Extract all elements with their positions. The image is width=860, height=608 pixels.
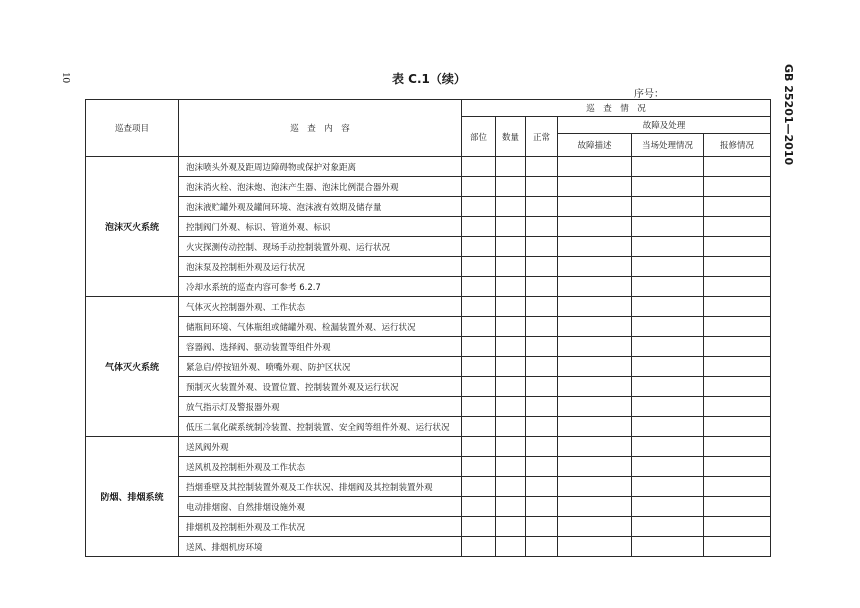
inspection-content-cell: 泡沫液贮罐外观及罐间环境、泡沫液有效期及储存量 <box>179 197 462 217</box>
on-site-handling-cell[interactable] <box>632 337 704 357</box>
fault-description-cell[interactable] <box>558 217 632 237</box>
standard-code: GB 25201—2010 <box>782 64 795 166</box>
table-row <box>86 477 771 497</box>
on-site-handling-cell[interactable] <box>632 357 704 377</box>
fault-description-cell[interactable] <box>558 437 632 457</box>
location-cell[interactable] <box>462 537 496 557</box>
quantity-cell[interactable] <box>496 237 526 257</box>
quantity-cell[interactable] <box>496 197 526 217</box>
inspection-content-cell: 泡沫泵及控制柜外观及运行状况 <box>179 257 462 277</box>
repair-status-cell[interactable] <box>704 437 771 457</box>
fault-description-cell[interactable] <box>558 457 632 477</box>
inspection-content-cell: 送风、排烟机房环境 <box>179 537 462 557</box>
normal-cell[interactable] <box>526 217 558 237</box>
header-normal: 正常 <box>526 117 558 157</box>
table-row <box>86 197 771 217</box>
inspection-content-cell: 容器阀、选择阀、驱动装置等组件外观 <box>179 337 462 357</box>
fault-description-cell[interactable] <box>558 497 632 517</box>
on-site-handling-cell[interactable] <box>632 297 704 317</box>
on-site-handling-cell[interactable] <box>632 317 704 337</box>
fault-description-cell[interactable] <box>558 317 632 337</box>
quantity-cell[interactable] <box>496 377 526 397</box>
inspection-content-cell: 挡烟垂壁及其控制装置外观及工作状况、排烟阀及其控制装置外观 <box>179 477 462 497</box>
fault-description-cell[interactable] <box>558 357 632 377</box>
table-row <box>86 217 771 237</box>
normal-cell[interactable] <box>526 497 558 517</box>
quantity-cell[interactable] <box>496 177 526 197</box>
inspection-content-cell: 低压二氧化碳系统制冷装置、控制装置、安全阀等组件外观、运行状况 <box>179 417 462 437</box>
repair-status-cell[interactable] <box>704 517 771 537</box>
fault-description-cell[interactable] <box>558 377 632 397</box>
on-site-handling-cell[interactable] <box>632 517 704 537</box>
fault-description-cell[interactable] <box>558 237 632 257</box>
location-cell[interactable] <box>462 337 496 357</box>
serial-number-label: 序号： <box>634 89 664 100</box>
normal-cell[interactable] <box>526 317 558 337</box>
location-cell[interactable] <box>462 377 496 397</box>
repair-status-cell[interactable] <box>704 457 771 477</box>
quantity-cell[interactable] <box>496 437 526 457</box>
on-site-handling-cell[interactable] <box>632 157 704 177</box>
table-row <box>86 397 771 417</box>
header-fault-description: 故障描述 <box>558 134 632 157</box>
quantity-cell[interactable] <box>496 337 526 357</box>
header-content: 巡 查 内 容 <box>179 100 462 157</box>
inspection-content-cell: 电动排烟窗、自然排烟设施外观 <box>179 497 462 517</box>
table-row <box>86 237 771 257</box>
normal-cell[interactable] <box>526 337 558 357</box>
quantity-cell[interactable] <box>496 297 526 317</box>
on-site-handling-cell[interactable] <box>632 377 704 397</box>
on-site-handling-cell[interactable] <box>632 457 704 477</box>
repair-status-cell[interactable] <box>704 317 771 337</box>
on-site-handling-cell[interactable] <box>632 437 704 457</box>
normal-cell[interactable] <box>526 457 558 477</box>
on-site-handling-cell[interactable] <box>632 537 704 557</box>
table-row <box>86 357 771 377</box>
normal-cell[interactable] <box>526 257 558 277</box>
quantity-cell[interactable] <box>496 357 526 377</box>
repair-status-cell[interactable] <box>704 197 771 217</box>
repair-status-cell[interactable] <box>704 417 771 437</box>
table-row <box>86 537 771 557</box>
inspection-content-cell: 预制灭火装置外观、设置位置、控制装置外观及运行状况 <box>179 377 462 397</box>
repair-status-cell[interactable] <box>704 337 771 357</box>
fault-description-cell[interactable] <box>558 477 632 497</box>
inspection-content-cell: 气体灭火控制器外观、工作状态 <box>179 297 462 317</box>
location-cell[interactable] <box>462 517 496 537</box>
table-row <box>86 457 771 477</box>
inspection-content-cell: 排烟机及控制柜外观及工作状况 <box>179 517 462 537</box>
table-row <box>86 497 771 517</box>
inspection-content-cell: 泡沫喷头外观及距周边障碍物或保护对象距离 <box>179 157 462 177</box>
table-title: 表 C.1（续） <box>392 72 466 86</box>
location-cell[interactable] <box>462 437 496 457</box>
on-site-handling-cell[interactable] <box>632 497 704 517</box>
repair-status-cell[interactable] <box>704 257 771 277</box>
quantity-cell[interactable] <box>496 317 526 337</box>
quantity-cell[interactable] <box>496 257 526 277</box>
header-fault-handling: 故障及处理 <box>558 117 771 134</box>
on-site-handling-cell[interactable] <box>632 217 704 237</box>
table-row <box>86 317 771 337</box>
location-cell[interactable] <box>462 417 496 437</box>
location-cell[interactable] <box>462 497 496 517</box>
location-cell[interactable] <box>462 457 496 477</box>
table-row <box>86 437 771 457</box>
location-cell[interactable] <box>462 357 496 377</box>
location-cell[interactable] <box>462 317 496 337</box>
repair-status-cell[interactable] <box>704 217 771 237</box>
normal-cell[interactable] <box>526 197 558 217</box>
normal-cell[interactable] <box>526 297 558 317</box>
normal-cell[interactable] <box>526 277 558 297</box>
fault-description-cell[interactable] <box>558 257 632 277</box>
table-row <box>86 277 771 297</box>
repair-status-cell[interactable] <box>704 397 771 417</box>
header-location: 部位 <box>462 117 496 157</box>
quantity-cell[interactable] <box>496 517 526 537</box>
repair-status-cell[interactable] <box>704 277 771 297</box>
inspection-content-cell: 泡沫消火栓、泡沫炮、泡沫产生器、泡沫比例混合器外观 <box>179 177 462 197</box>
quantity-cell[interactable] <box>496 417 526 437</box>
table-row <box>86 337 771 357</box>
location-cell[interactable] <box>462 217 496 237</box>
table-row <box>86 377 771 397</box>
inspection-content-cell: 冷却水系统的巡查内容可参考 6.2.7 <box>179 277 462 297</box>
table-row <box>86 517 771 537</box>
quantity-cell[interactable] <box>496 477 526 497</box>
header-situation: 巡 查 情 况 <box>462 100 771 117</box>
quantity-cell[interactable] <box>496 537 526 557</box>
location-cell[interactable] <box>462 177 496 197</box>
fault-description-cell[interactable] <box>558 397 632 417</box>
repair-status-cell[interactable] <box>704 177 771 197</box>
quantity-cell[interactable] <box>496 497 526 517</box>
repair-status-cell[interactable] <box>704 497 771 517</box>
location-cell[interactable] <box>462 477 496 497</box>
inspection-content-cell: 紧急启/停按钮外观、喷嘴外观、防护区状况 <box>179 357 462 377</box>
repair-status-cell[interactable] <box>704 477 771 497</box>
fault-description-cell[interactable] <box>558 177 632 197</box>
quantity-cell[interactable] <box>496 457 526 477</box>
on-site-handling-cell[interactable] <box>632 397 704 417</box>
normal-cell[interactable] <box>526 417 558 437</box>
on-site-handling-cell[interactable] <box>632 257 704 277</box>
repair-status-cell[interactable] <box>704 237 771 257</box>
normal-cell[interactable] <box>526 377 558 397</box>
location-cell[interactable] <box>462 397 496 417</box>
table-body <box>86 100 771 557</box>
repair-status-cell[interactable] <box>704 357 771 377</box>
table-row <box>86 177 771 197</box>
inspection-content-cell: 放气指示灯及警报器外观 <box>179 397 462 417</box>
normal-cell[interactable] <box>526 477 558 497</box>
header-repair-status: 报修情况 <box>704 134 771 157</box>
header-project: 巡查项目 <box>86 100 179 157</box>
fault-description-cell[interactable] <box>558 517 632 537</box>
location-cell[interactable] <box>462 277 496 297</box>
inspection-content-cell: 控制阀门外观、标识、管道外观、标识 <box>179 217 462 237</box>
header-row-1 <box>86 100 771 117</box>
inspection-table <box>85 99 771 557</box>
page-number: 10 <box>60 72 72 83</box>
location-cell[interactable] <box>462 197 496 217</box>
table-row <box>86 257 771 277</box>
normal-cell[interactable] <box>526 157 558 177</box>
inspection-content-cell: 送风阀外观 <box>179 437 462 457</box>
normal-cell[interactable] <box>526 517 558 537</box>
fault-description-cell[interactable] <box>558 337 632 357</box>
table-row <box>86 157 771 177</box>
normal-cell[interactable] <box>526 177 558 197</box>
table-row <box>86 417 771 437</box>
on-site-handling-cell[interactable] <box>632 277 704 297</box>
repair-status-cell[interactable] <box>704 377 771 397</box>
repair-status-cell[interactable] <box>704 537 771 557</box>
on-site-handling-cell[interactable] <box>632 237 704 257</box>
location-cell[interactable] <box>462 237 496 257</box>
location-cell[interactable] <box>462 297 496 317</box>
project-cell: 气体灭火系统 <box>86 297 179 437</box>
quantity-cell[interactable] <box>496 277 526 297</box>
project-cell: 防烟、排烟系统 <box>86 437 179 557</box>
table-row <box>86 297 771 317</box>
repair-status-cell[interactable] <box>704 297 771 317</box>
fault-description-cell[interactable] <box>558 297 632 317</box>
inspection-content-cell: 储瓶间环境、气体瓶组或储罐外观、检漏装置外观、运行状况 <box>179 317 462 337</box>
normal-cell[interactable] <box>526 437 558 457</box>
fault-description-cell[interactable] <box>558 197 632 217</box>
on-site-handling-cell[interactable] <box>632 417 704 437</box>
on-site-handling-cell[interactable] <box>632 197 704 217</box>
quantity-cell[interactable] <box>496 217 526 237</box>
fault-description-cell[interactable] <box>558 537 632 557</box>
on-site-handling-cell[interactable] <box>632 477 704 497</box>
location-cell[interactable] <box>462 157 496 177</box>
project-cell: 泡沫灭火系统 <box>86 157 179 297</box>
quantity-cell[interactable] <box>496 157 526 177</box>
location-cell[interactable] <box>462 257 496 277</box>
normal-cell[interactable] <box>526 397 558 417</box>
repair-status-cell[interactable] <box>704 157 771 177</box>
normal-cell[interactable] <box>526 357 558 377</box>
normal-cell[interactable] <box>526 537 558 557</box>
fault-description-cell[interactable] <box>558 277 632 297</box>
inspection-content-cell: 送风机及控制柜外观及工作状态 <box>179 457 462 477</box>
fault-description-cell[interactable] <box>558 157 632 177</box>
inspection-content-cell: 火灾探测传动控制、现场手动控制装置外观、运行状况 <box>179 237 462 257</box>
fault-description-cell[interactable] <box>558 417 632 437</box>
on-site-handling-cell[interactable] <box>632 177 704 197</box>
header-quantity: 数量 <box>496 117 526 157</box>
quantity-cell[interactable] <box>496 397 526 417</box>
header-on-site-handling: 当场处理情况 <box>632 134 704 157</box>
normal-cell[interactable] <box>526 237 558 257</box>
